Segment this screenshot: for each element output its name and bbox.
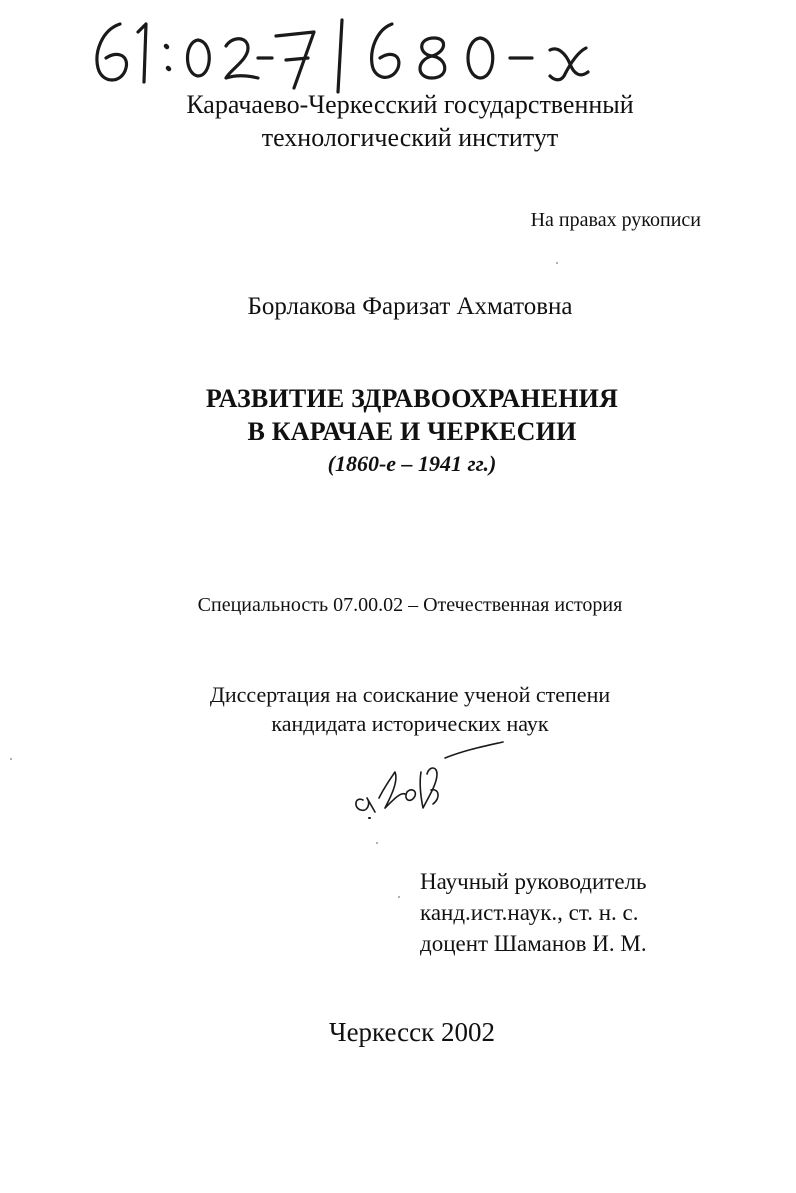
degree-line-2: кандидата исторических наук: [271, 711, 549, 736]
degree-line-1: Диссертация на соискание ученой степени: [209, 682, 611, 707]
scan-speck: [398, 896, 400, 898]
institution-name: [120, 88, 700, 154]
city-year: Черкесск 2002: [329, 1017, 495, 1047]
scan-speck: [10, 758, 12, 760]
manuscript-note: На правах рукописи: [530, 209, 701, 231]
supervisor-block: [420, 866, 647, 959]
signature-icon: [345, 738, 515, 828]
dissertation-title: [14, 382, 796, 448]
author-name: Борлакова Фаризат Ахматовна: [247, 293, 573, 320]
archive-code-handwritten: [80, 2, 680, 94]
scan-speck: [556, 262, 558, 264]
supervisor-line-2: канд.ист.наук., ст. н. с.: [420, 900, 639, 925]
title-line-2: В КАРАЧАЕ И ЧЕРКЕСИИ: [247, 417, 577, 446]
institution-line-2: технологический институт: [261, 123, 559, 152]
institution-line-1: Карачаево-Черкесский государственный: [186, 90, 634, 119]
scan-speck: [376, 842, 378, 844]
specialty-line: Специальность 07.00.02 – Отечественная история: [197, 594, 623, 616]
title-line-1: РАЗВИТИЕ ЗДРАВООХРАНЕНИЯ: [205, 384, 619, 413]
supervisor-line-1: Научный руководитель: [420, 869, 647, 894]
supervisor-line-3: доцент Шаманов И. М.: [420, 931, 647, 956]
degree-statement: [12, 680, 796, 738]
title-period: (1860-е – 1941 гг.): [327, 451, 497, 476]
